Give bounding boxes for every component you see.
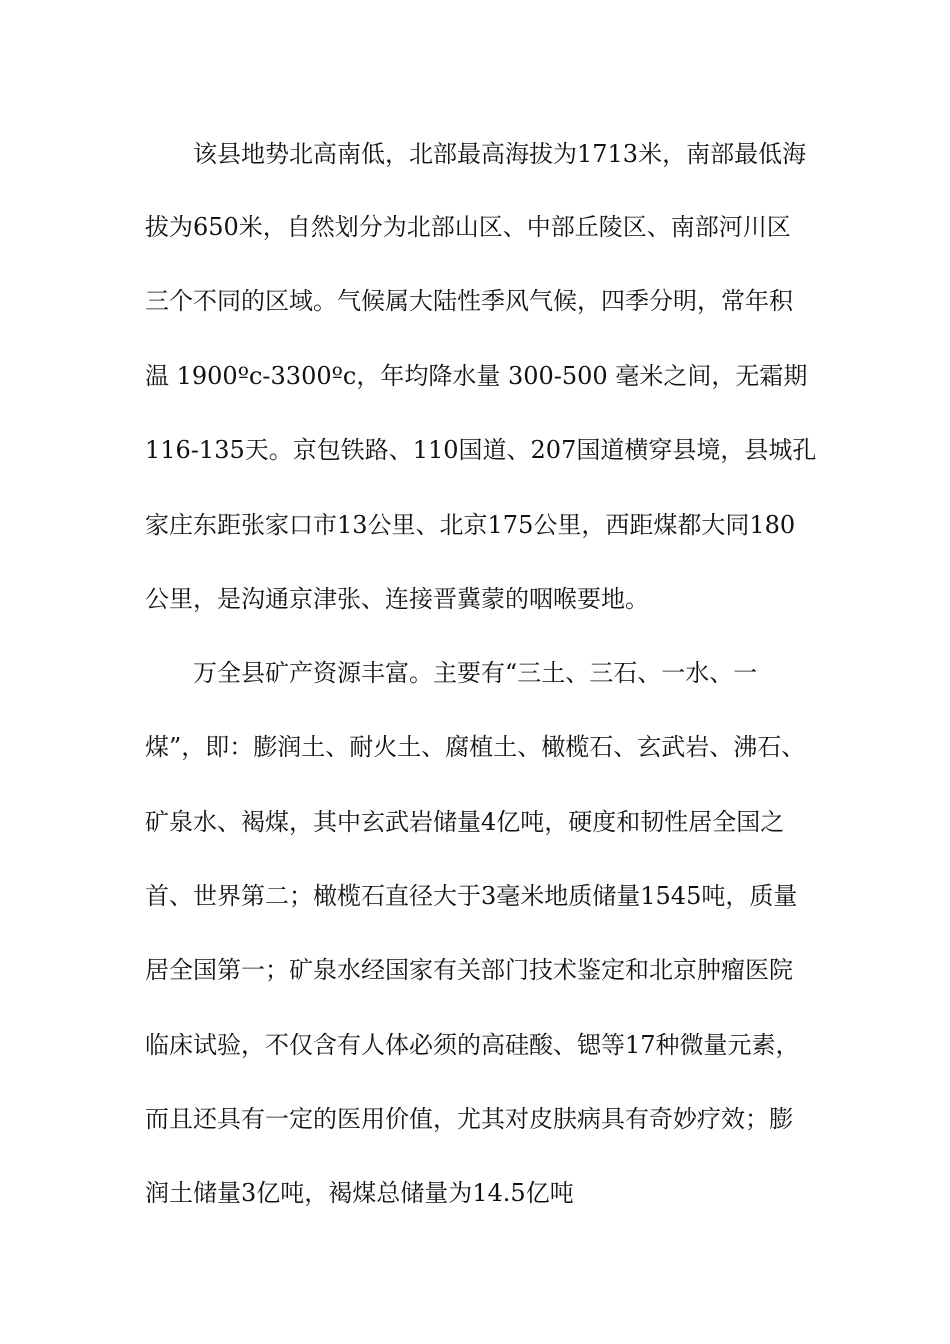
text-line: 矿泉水、褐煤，其中玄武岩储量4亿吨，硬度和韧性居全国之	[145, 808, 785, 836]
text-line: 116-135天。京包铁路、110国道、207国道横穿县境，县城孔	[145, 436, 817, 464]
text-line: 首、世界第二；橄榄石直径大于3毫米地质储量1545吨，质量	[145, 882, 798, 910]
text-line: 拔为650米，自然划分为北部山区、中部丘陵区、南部河川区	[145, 213, 791, 241]
text-line: 临床试验，不仅含有人体必须的高硅酸、锶等17种微量元素，	[145, 1031, 800, 1059]
text-line: 万全县矿产资源丰富。主要有“三土、三石、一水、一	[193, 659, 758, 687]
text-line: 三个不同的区域。气候属大陆性季风气候，四季分明，常年积	[145, 287, 793, 315]
text-line: 煤”，即：膨润土、耐火土、腐植土、橄榄石、玄武岩、沸石、	[145, 733, 806, 761]
text-line: 润土储量3亿吨，褐煤总储量为14.5亿吨	[145, 1179, 574, 1207]
text-line: 居全国第一；矿泉水经国家有关部门技术鉴定和北京肿瘤医院	[145, 956, 793, 984]
text-line: 该县地势北高南低，北部最高海拔为1713米，南部最低海	[193, 140, 807, 168]
text-line: 而且还具有一定的医用价值，尤其对皮肤病具有奇妙疗效；膨	[145, 1105, 793, 1133]
text-line: 家庄东距张家口市13公里、北京175公里，西距煤都大同180	[145, 511, 796, 539]
text-line: 公里，是沟通京津张、连接晋冀蒙的咽喉要地。	[145, 585, 649, 613]
text-line: 温 1900ºc-3300ºc，年均降水量 300-500 毫米之间，无霜期	[145, 362, 808, 390]
